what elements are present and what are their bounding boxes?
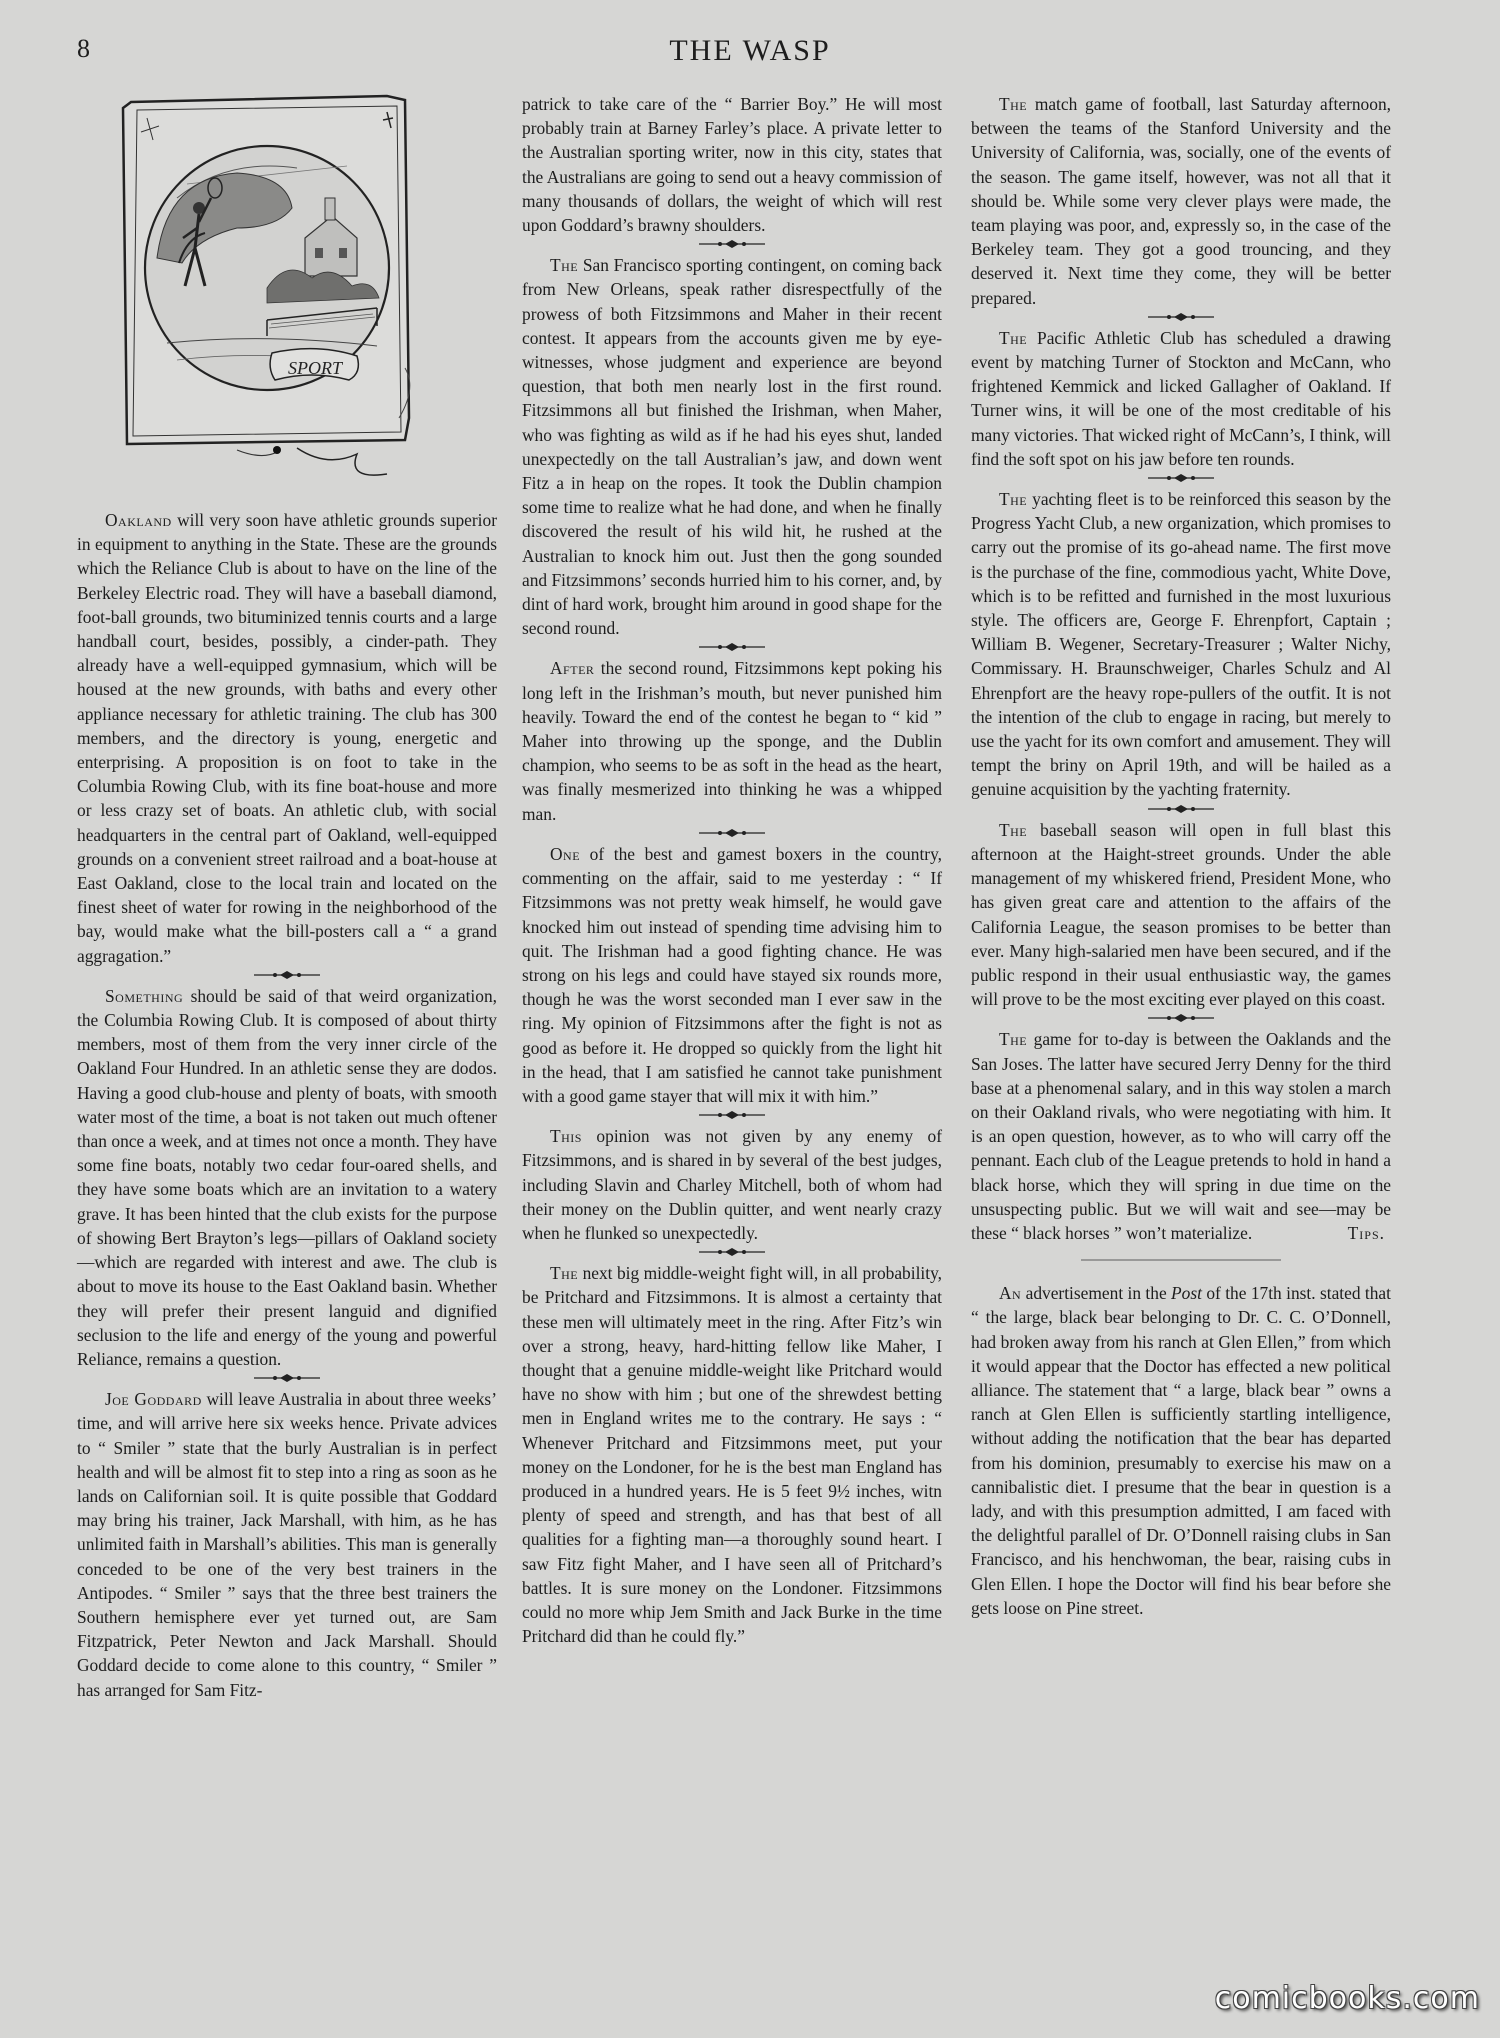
article-paragraph: The yachting fleet is to be reinforced this season by the Progress Yacht Club, a new organization, which promises to carry out the promise of its go-ahead name. The first move is the purchase of the fine, commodious yacht, White Dove, which is to be refitted and furnished in the most luxurious style. The officers are, George F. Ehrenpfort, Captain ; William B. Wegener, Secretary-Treasurer ; Walter Nichy, Commissary. H. Braunschweiger, Charles Schulz and Al Ehrenpfort are the heavy rope-pullers of the outfit. It is not the intention of the club to engage in racing, but merely to use the yacht for its own comfort and amusement. They will tempt the briny on April 19th, and will be hailed as a genuine acquisition by the yachting fraternity. (971, 489, 1391, 800)
section-divider-icon (1146, 1012, 1216, 1024)
section-divider-icon (1146, 803, 1216, 815)
section-divider-icon (697, 1109, 767, 1121)
article-paragraph: The next big middle-weight fight will, in all probability, be Pritchard and Fitzsimmons. It is almost a certainty that these men will ultimately meet in the ring. After Fitz’s win over a strong, heavy, hard-hitting fellow like Maher, I thought that a genuine middle-weight like Pritchard would have no show with him ; but one of the shrewdest betting men in England writes me to the contrary. He says : “ Whenever Pritchard and Fitzsimmons meet, put your money on the Londoner, for he is the best man England has produced in a hundred years. He is 5 feet 9½ inches, witn plenty of speed and strength, and has that best of all qualities for a fighting man—a thoroughly sound heart. I saw Fitz fight Maher, and I have seen all of Pritchard’s battles. It is sure money on the Londoner. Fitzsimmons could no more whip Jem Smith and Jack Burke in the time Pritchard did than he could fly.” (522, 1263, 942, 1647)
section-divider-icon (697, 641, 767, 653)
article-paragraph: The Pacific Athletic Club has scheduled a drawing event by matching Turner of Stockton and McCann, who frightened Kemmick and licked Gallagher of Oakland. If Turner wins, it will be one of the most creditable of his many victories. That wicked right of McCann’s, I think, will find the soft spot on his jaw before ten rounds. (971, 327, 1391, 469)
article-paragraph: The game for to-day is between the Oaklands and the San Joses. The latter have secured Jerry Denny for the third base at a phenomenal salary, and in this way stolen a march on their Oakland rivals, who were negotiating with him. It is an open question, however, as to who will carry off the pennant. Each club of the League pretends to hold in hand a black horse, which they will spring in due time on the unsuspecting public. But we will wait and see—may be these “ black horses ” won’t materialize. Tips. (971, 1027, 1391, 1245)
article-paragraph: Oakland will very soon have athletic grounds superior in equipment to anything in the State. These are the grounds which the Reliance Club is about to have on the line of the Berkeley Electric road. They will have a baseball diamond, foot-ball grounds, two bituminized tennis courts and a large handball court, besides, possibly, a cinder-path. They already have a well-equipped gymnasium, which will be housed at the new grounds, with baths and every other appliance necessary for athletic training. The club has 300 members, and the directory is young, energetic and enterprising. A proposition is on foot to take in the Columbia Rowing Club, with its fine boat-house and more or less crazy set of boats. An athletic club, with social headquarters in the central part of Oakland, well-equipped grounds on a convenient street railroad and a boat-house at East Oakland, close to the local train and located on the finest sheet of water for rowing in the neighborhood of the bay, would make what the bill-posters call a “ a grand aggragation.” (77, 510, 497, 966)
article-paragraph: patrick to take care of the “ Barrier Boy.” He will most probably train at Barney Farley’s place. A private letter to the Australian sporting writer, now in this city, states that the Australians are going to send out a heavy commission of many thousands of dollars, the weight of which will rest upon Goddard’s brawny shoulders. (522, 94, 942, 236)
article-paragraph: Joe Goddard will leave Australia in about three weeks’ time, and will arrive here six weeks hence. Private advices to “ Smiler ” state that the burly Australian is in perfect health and will be almost fit to step into a ring as soon as he lands on Californian soil. It is quite possible that Goddard may bring his trainer, Jack Marshall, with him, as he has unlimited faith in Marshall’s abilities. This man is generally conceded to be one of the very best trainers in the Antipodes. “ Smiler ” says that the three best trainers the Southern hemisphere ever yet turned out, are Sam Fitzpatrick, Peter Newton and Jack Marshall. Should Goddard decide to come alone to this country, “ Smiler ” has arranged for Sam Fitz- (77, 1389, 497, 1700)
vignette-caption: SPORT (288, 358, 342, 378)
article-paragraph: This opinion was not given by any enemy of Fitzsimmons, and is shared in by several of the best judges, including Slavin and Charley Mitchell, both of whom had their money on the Dublin quitter, and went nearly crazy when he flunked so unexpectedly. (522, 1126, 942, 1243)
section-divider-icon (1146, 472, 1216, 484)
column-3 (971, 92, 1391, 1620)
signature: Tips. (1347, 1222, 1385, 1243)
sport-vignette-icon (87, 88, 487, 508)
article-paragraph: After the second round, Fitzsimmons kept poking his long left in the Irishman’s mouth, but never punished him heavily. Toward the end of the contest he began to “ kid ” Maher into throwing up the sponge, and the Dublin champion, who seems to be as soft in the head as the heart, was finally mesmerized into thinking he was a whipped man. (522, 658, 942, 824)
column-1 (77, 92, 497, 1702)
section-divider-icon (1146, 311, 1216, 323)
section-divider-icon (697, 827, 767, 839)
article-paragraph: An advertisement in the Post of the 17th inst. stated that “ the large, black bear belonging to Dr. C. C. O’Donnell, had broken away from his ranch at Glen Ellen,” from which it would appear that the Doctor has effected a new political alliance. The statement that “ a large, black bear ” owns a ranch at Glen Ellen is sufficiently startling intelligence, without adding the notification that the bear has departed from his dominion, presumably to exercise his maw on a cannibalistic diet. I presume that the bear in question is a lady, and with this presumption admitted, I am faced with the delightful parallel of Dr. O’Donnell raising clubs in San Francisco, and his henchwoman, the bear, raising cubs in Glen Ellen. I hope the Doctor will find his bear before she gets loose on Pine street. (971, 1283, 1391, 1618)
page-title: THE WASP (669, 34, 831, 67)
article-paragraph: The San Francisco sporting contingent, on coming back from New Orleans, speak rather disrespectfully of the prowess of both Fitzsimmons and Maher in their recent contest. It appears from the accounts given me by eye-witnesses, whose judgment and experience are beyond question, that both men nearly lost in the first round. Fitzsimmons all but finished the Irishman, when Maher, who was fighting as wild as if he had his eyes shut, landed unexpectedly on the tall Australian’s jaw, and down went Fitz a in heap on the ropes. It took the Dublin champion some time to realize what he had done, and when he finally discovered the result of his wild hit, he rushed at the Australian to knock him out. Just then the gong sounded and Fitzsimmons’ seconds hurried him to his corner, and, by dint of hard work, brought him around in good shape for the second round. (522, 255, 942, 639)
section-divider-icon (252, 1372, 322, 1384)
watermark: comicbooks.com (1214, 1981, 1480, 2016)
column-2 (522, 92, 942, 1648)
section-divider-icon (697, 1246, 767, 1258)
article-paragraph: The match game of football, last Saturday afternoon, between the teams of the Stanford University and the University of California, was, socially, one of the events of the season. The game itself, however, was not all that it should be. While some very clever plays were made, the team playing was poor, and, expressly so, in the case of the Berkeley team. They got a good trouncing, and they deserved it. Next time they come, they will be better prepared. (971, 94, 1391, 308)
section-divider-icon (697, 238, 767, 250)
section-rule-icon (1081, 1253, 1281, 1267)
section-divider-icon (252, 969, 322, 981)
page-number: 8 (77, 34, 90, 63)
article-paragraph: The baseball season will open in full blast this afternoon at the Haight-street grounds. Under the able management of my whiskered friend, President Mone, who has given great care and attention to the affairs of the California League, the season promises to be better than ever. Many high-salaried men have been secured, and if the public respond in their usual enthusiastic way, the games will prove to be the most exciting ever played on this coast. (971, 819, 1391, 1010)
article-paragraph: Something should be said of that weird organization, the Columbia Rowing Club. It is composed of about thirty members, most of them from the very inner circle of the Oakland Four Hundred. In an athletic sense they are dodos. Having a good club-house and plenty of boats, with smooth water most of the time, a boat is not taken out much oftener than once a week, and at times not once a month. They have some fine boats, notably two cedar four-oared shells, and they have some boats which are an invitation to a watery grave. It has been hinted that the club exists for the purpose of showing Bert Brayton’s legs—pillars of Oakland society—which are regarded with interest and awe. The club is about to move its house to the East Oakland basin. Whether they will prefer their present languid and dignified seclusion to the life and energy of the young and powerful Reliance, remains a question. (77, 985, 497, 1369)
article-paragraph: One of the best and gamest boxers in the country, commenting on the affair, said to me yesterday : “ If Fitzsimmons was not pretty weak himself, he would gave knocked him out instead of spending time advising him to quit. The Irishman had a good fighting chance. He was strong on his legs and could have stayed six rounds more, though he was the worst seconded man I ever saw in the ring. My opinion of Fitzsimmons after the fight is not as good as before it. He dropped so quickly from the light hit in the head, that I am satisfied he cannot take punishment with a good game stayer that will mix it with him.” (522, 843, 942, 1106)
